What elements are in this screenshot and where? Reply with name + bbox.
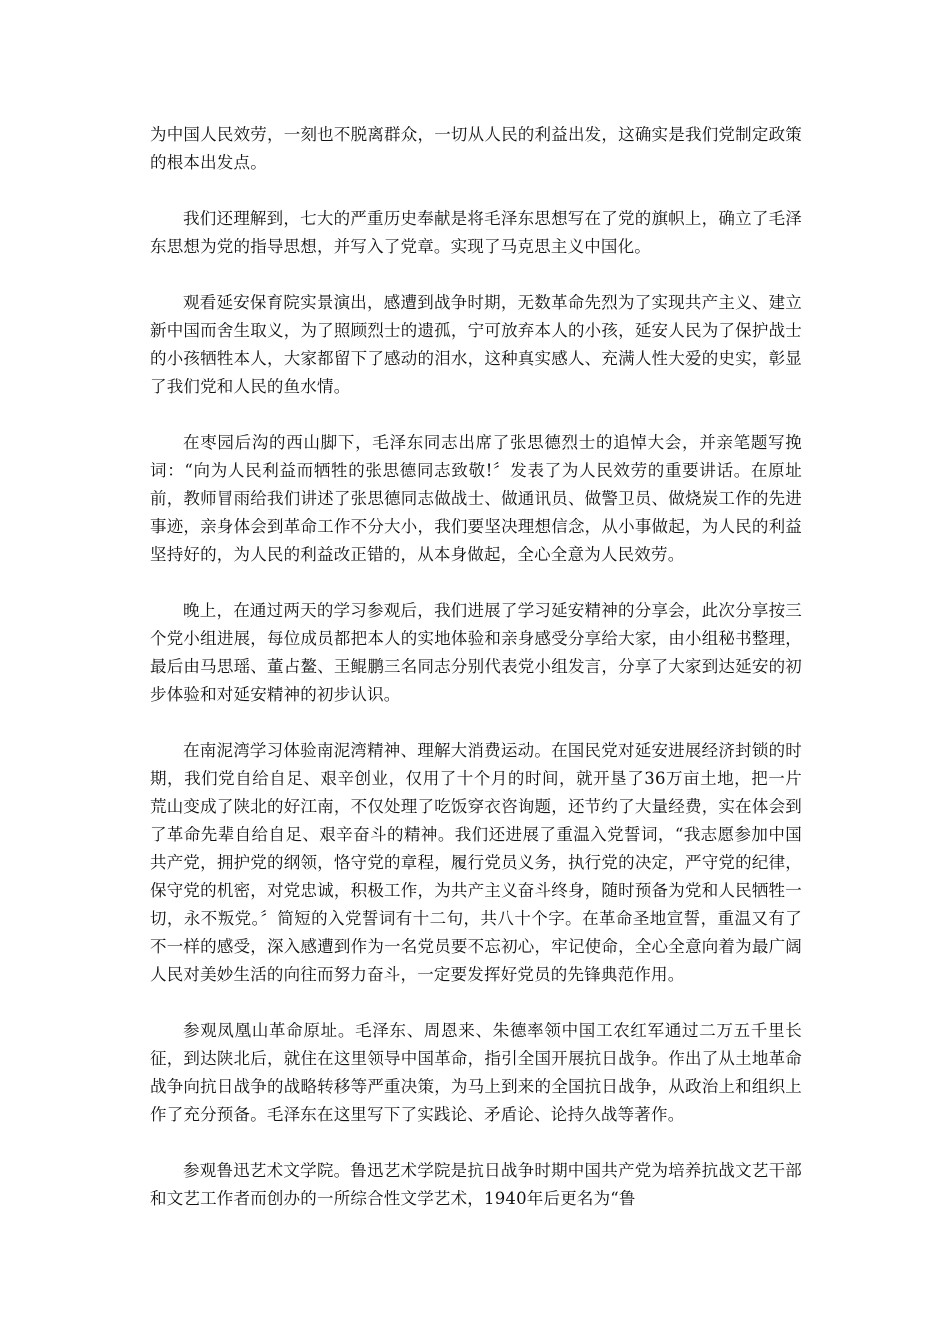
- paragraph: 晚上，在通过两天的学习参观后，我们进展了学习延安精神的分享会，此次分享按三个党小组进展，每位成员都把本人的实地体验和亲身感受分享给大家，由小组秘书整理，最后由马思瑶、董占鳌、王鲲鹏三名同志分别代表党小组发言，分享了大家到达延安的初步体验和对延安精神的初步认识。: [150, 601, 802, 704]
- paragraph: 观看延安保育院实景演出，感遭到战争时期，无数革命先烈为了实现共产主义、建立新中国而舍生取义，为了照顾烈士的遗孤，宁可放弃本人的小孩，延安人民为了保护战士的小孩牺牲本人，大家都留下了感动的泪水，这种真实感人、充满人性大爱的史实，彰显了我们党和人民的鱼水情。: [150, 293, 802, 396]
- paragraph: 我们还理解到，七大的严重历史奉献是将毛泽东思想写在了党的旗帜上，确立了毛泽东思想为党的指导思想，并写入了党章。实现了马克思主义中国化。: [150, 209, 802, 256]
- paragraph: 为中国人民效劳，一刻也不脱离群众，一切从人民的利益出发，这确实是我们党制定政策的根本出发点。: [150, 125, 802, 172]
- paragraph: 在南泥湾学习体验南泥湾精神、理解大消费运动。在国民党对延安进展经济封锁的时期，我们党自给自足、艰辛创业，仅用了十个月的时间，就开垦了36万亩土地，把一片荒山变成了陕北的好江南，不仅处理了吃饭穿衣咨询题，还节约了大量经费，实在体会到了革命先辈自给自足、艰辛奋斗的精神。我们还进展了重温入党誓词，“我志愿参加中国共产党，拥护党的纲领，恪守党的章程，履行党员义务，执行党的决定，严守党的纪律，保守党的机密，对党忠诚，积极工作，为共产主义奋斗终身，随时预备为党和人民牺牲一切，永不叛党。〞简短的入党誓词有十二句，共八十个字。在革命圣地宣誓，重温又有了不一样的感受，深入感遭到作为一名党员要不忘初心，牢记使命，全心全意向着为最广阔人民对美妙生活的向往而努力奋斗，一定要发挥好党员的先锋典范作用。: [150, 741, 802, 984]
- paragraph: 参观鲁迅艺术文学院。鲁迅艺术学院是抗日战争时期中国共产党为培养抗战文艺干部和文艺工作者而创办的一所综合性文学艺术，1940年后更名为“鲁: [150, 1161, 802, 1208]
- paragraph: 参观凤凰山革命原址。毛泽东、周恩来、朱德率领中国工农红军通过二万五千里长征，到达陕北后，就住在这里领导中国革命，指引全国开展抗日战争。作出了从土地革命战争向抗日战争的战略转移等严重决策，为马上到来的全国抗日战争，从政治上和组织上作了充分预备。毛泽东在这里写下了实践论、矛盾论、论持久战等著作。: [150, 1021, 802, 1124]
- paragraph: 在枣园后沟的西山脚下，毛泽东同志出席了张思德烈士的追悼大会，并亲笔题写挽词：“向为人民利益而牺牲的张思德同志致敬!〞发表了为人民效劳的重要讲话。在原址前，教师冒雨给我们讲述了张思德同志做战士、做通讯员、做警卫员、做烧炭工作的先进事迹，亲身体会到革命工作不分大小，我们要坚决理想信念，从小事做起，为人民的利益坚持好的，为人民的利益改正错的，从本身做起，全心全意为人民效劳。: [150, 433, 802, 564]
- document-body: [150, 121, 802, 1241]
